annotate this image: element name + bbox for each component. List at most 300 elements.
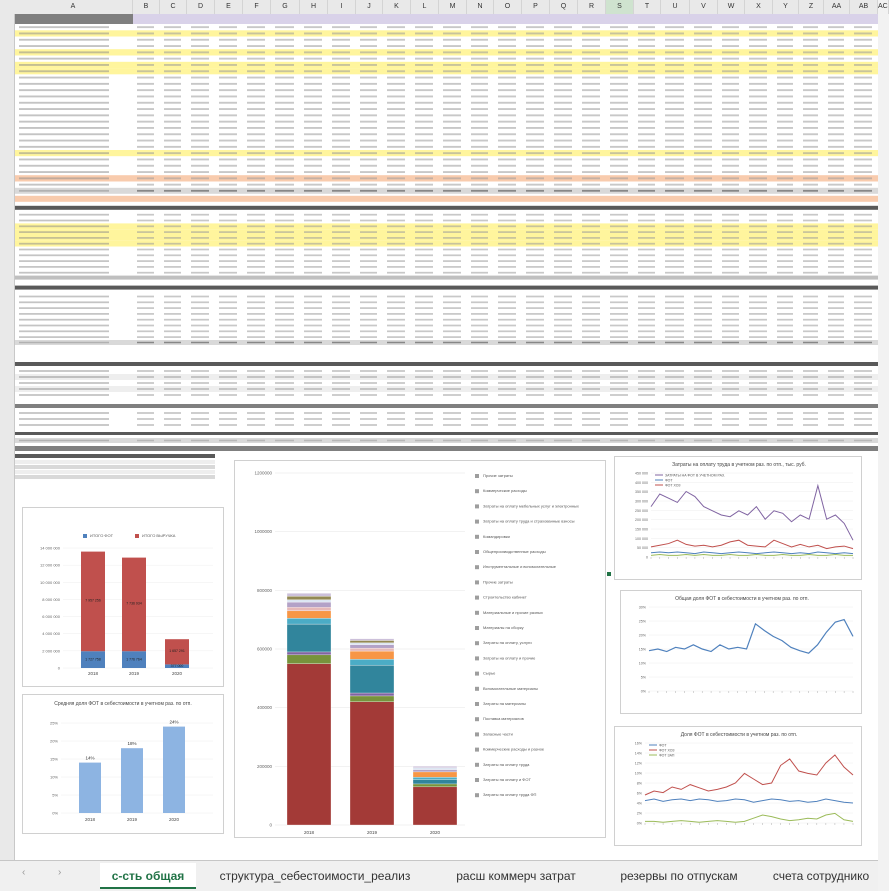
stack-segment: [287, 600, 331, 602]
column-header-T[interactable]: T: [634, 0, 661, 14]
cell-value: [803, 225, 818, 227]
cell-value: [332, 133, 350, 135]
cell-value: [694, 254, 712, 256]
cell-value: [803, 127, 818, 129]
cell-value: [219, 165, 237, 167]
tab-cost-general[interactable]: с-сть общая: [100, 863, 196, 889]
cell-value: [554, 45, 572, 47]
cell-value: [415, 231, 433, 233]
cell-value: [247, 325, 265, 327]
cell-value: [610, 165, 628, 167]
cell-value: [582, 418, 600, 420]
cell-value: [164, 51, 181, 53]
cell-value: [722, 140, 739, 142]
cell-value: [247, 108, 265, 110]
cell-value: [247, 58, 265, 60]
cell-value: [638, 177, 655, 179]
cell-value: [749, 45, 767, 47]
cell-value: [191, 45, 209, 47]
cell-value: [304, 254, 322, 256]
cell-value: [498, 266, 516, 268]
cell-value: [443, 394, 461, 396]
cell-value: [854, 58, 872, 60]
cell-value: [498, 108, 516, 110]
cell-value: [415, 184, 433, 186]
cell-value: [777, 26, 793, 28]
cell-value: [137, 313, 154, 315]
y-tick-label: 14%: [634, 751, 642, 756]
cell-value: [332, 51, 350, 53]
column-header-A[interactable]: A: [14, 0, 133, 14]
cell-value: [443, 225, 461, 227]
cell-value: [219, 64, 237, 66]
cell-value: [415, 424, 433, 426]
cell-value: [665, 254, 684, 256]
cell-value: [777, 296, 793, 298]
cell-value: [275, 39, 294, 41]
cell-value: [304, 370, 322, 372]
column-header-B[interactable]: B: [133, 0, 160, 14]
cell-value: [610, 96, 628, 98]
legend-swatch: [475, 596, 479, 600]
cell-value: [803, 51, 818, 53]
cell-value: [803, 64, 818, 66]
y-tick-label: 450 000: [635, 471, 648, 476]
cell-value: [443, 70, 461, 72]
cell-value: [247, 214, 265, 216]
chart-line-share[interactable]: [620, 590, 862, 714]
cell-value: [387, 330, 405, 332]
cell-value: [387, 171, 405, 173]
cell-value: [164, 39, 181, 41]
chart-title: Доля ФОТ в себестоимости в учетном раз. по отп.: [680, 732, 798, 738]
cell-value: [749, 388, 767, 390]
cell-value: [415, 260, 433, 262]
cell-value: [638, 146, 655, 148]
legend-label: ФОТ ХОЗ: [665, 483, 681, 488]
cell-value: [191, 418, 209, 420]
table-row: [15, 446, 878, 451]
tab-scroll-prev-button[interactable]: ‹: [22, 867, 26, 878]
cell-value: [749, 249, 767, 251]
cell-value: [443, 77, 461, 79]
cell-value: [415, 26, 433, 28]
row-label: [19, 237, 109, 239]
legend-swatch: [475, 535, 479, 539]
legend-label: Затраты на оплату труда: [483, 761, 530, 767]
column-header-S[interactable]: S: [606, 0, 634, 14]
cell-value: [828, 225, 844, 227]
cell-value: [777, 254, 793, 256]
row-label: [19, 26, 109, 28]
cell-value: [191, 51, 209, 53]
cell-value: [638, 165, 655, 167]
cell-value: [387, 266, 405, 268]
cell-value: [526, 45, 544, 47]
column-header-L[interactable]: L: [411, 0, 439, 14]
cell-value: [304, 260, 322, 262]
cell-value: [332, 313, 350, 315]
cell-value: [638, 330, 655, 332]
cell-value: [777, 127, 793, 129]
cell-value: [554, 260, 572, 262]
cell-value: [164, 254, 181, 256]
column-header-C[interactable]: C: [160, 0, 187, 14]
legend-label: Командировки: [483, 533, 510, 539]
cell-value: [749, 301, 767, 303]
cell-value: [638, 89, 655, 91]
column-header-W[interactable]: W: [718, 0, 745, 14]
column-header-X[interactable]: X: [745, 0, 773, 14]
legend-label: Общепроизводственные расходы: [483, 549, 546, 554]
x-tick-label: 2019: [128, 671, 140, 676]
tab-commercial-costs[interactable]: расш коммерч затрат: [456, 869, 576, 883]
cell-value: [164, 418, 181, 420]
cell-value: [665, 319, 684, 321]
cell-value: [304, 184, 322, 186]
cell-value: [582, 177, 600, 179]
cell-value: [498, 184, 516, 186]
cell-value: [332, 266, 350, 268]
cell-value: [360, 140, 377, 142]
cell-value: [803, 301, 818, 303]
data-label: 1 776 764: [126, 657, 142, 662]
cell-value: [191, 330, 209, 332]
cell-value: [332, 177, 350, 179]
cell-value: [828, 336, 844, 338]
cell-value: [360, 33, 377, 35]
stack-segment: [413, 777, 457, 779]
cell-value: [387, 77, 405, 79]
cell-value: [582, 45, 600, 47]
cell-value: [304, 424, 322, 426]
cell-value: [526, 133, 544, 135]
cell-value: [582, 214, 600, 216]
cell-value: [387, 64, 405, 66]
cell-value: [304, 342, 322, 344]
cell-value: [360, 77, 377, 79]
cell-value: [526, 418, 544, 420]
tab-scroll-next-button[interactable]: ›: [58, 867, 62, 878]
cell-value: [164, 424, 181, 426]
cell-value: [275, 214, 294, 216]
cell-value: [749, 96, 767, 98]
y-tick-label: 2%: [636, 811, 642, 816]
cell-value: [415, 254, 433, 256]
cell-value: [582, 127, 600, 129]
cell-value: [191, 376, 209, 378]
column-header-P[interactable]: P: [522, 0, 550, 14]
cell-value: [610, 418, 628, 420]
cell-value: [247, 96, 265, 98]
cell-value: [332, 330, 350, 332]
cell-value: [554, 330, 572, 332]
column-header-G[interactable]: G: [271, 0, 300, 14]
y-tick-label: 12 000 000: [39, 562, 60, 568]
cell-value: [471, 152, 488, 154]
cell-value: [471, 307, 488, 309]
cell-value: [526, 108, 544, 110]
cell-value: [694, 330, 712, 332]
cell-value: [694, 114, 712, 116]
cell-value: [803, 89, 818, 91]
cell-value: [854, 336, 872, 338]
series-line: [651, 540, 853, 548]
cell-value: [304, 313, 322, 315]
tab-cost-structure[interactable]: структура_себестоимости_реализ: [219, 869, 411, 883]
column-header-Q[interactable]: Q: [550, 0, 578, 14]
cell-value: [803, 313, 818, 315]
cell-value: [415, 214, 433, 216]
cell-value: [219, 231, 237, 233]
cell-value: [191, 159, 209, 161]
stack-segment: [287, 624, 331, 652]
legend-label: Затраты на материалы: [483, 701, 526, 706]
cell-value: [854, 254, 872, 256]
cell-value: [665, 214, 684, 216]
cell-value: [471, 424, 488, 426]
legend-label: ФОТ ХОЗ: [659, 748, 675, 753]
cell-value: [498, 152, 516, 154]
cell-value: [443, 220, 461, 222]
cell-value: [803, 152, 818, 154]
column-header-N[interactable]: N: [467, 0, 494, 14]
cell-value: [164, 260, 181, 262]
legend-swatch: [475, 687, 479, 691]
cell-value: [443, 249, 461, 251]
cell-value: [610, 152, 628, 154]
cell-value: [164, 33, 181, 35]
cell-value: [247, 412, 265, 414]
y-tick-label: 10%: [49, 774, 58, 780]
cell-value: [828, 152, 844, 154]
cell-value: [275, 376, 294, 378]
cell-value: [275, 121, 294, 123]
column-header-Z[interactable]: Z: [799, 0, 824, 14]
cell-value: [191, 171, 209, 173]
column-header-M[interactable]: M: [439, 0, 467, 14]
cell-value: [387, 127, 405, 129]
stack-segment: [350, 640, 394, 642]
cell-value: [638, 231, 655, 233]
cell-value: [854, 394, 872, 396]
cell-value: [582, 140, 600, 142]
series-line: [651, 554, 853, 555]
cell-value: [854, 77, 872, 79]
cell-value: [137, 307, 154, 309]
cell-value: [854, 313, 872, 315]
cell-value: [610, 424, 628, 426]
cell-value: [304, 440, 322, 442]
y-tick-label: 0: [57, 665, 60, 671]
cell-value: [526, 231, 544, 233]
data-table[interactable]: [15, 14, 878, 454]
cell-value: [722, 165, 739, 167]
chart-share-fot[interactable]: [22, 694, 224, 834]
chart-line-costs[interactable]: [614, 456, 862, 580]
cell-value: [526, 83, 544, 85]
cell-value: [554, 296, 572, 298]
cell-value: [526, 184, 544, 186]
cell-value: [387, 70, 405, 72]
cell-value: [304, 159, 322, 161]
cell-value: [694, 26, 712, 28]
cell-value: [554, 114, 572, 116]
column-header-R[interactable]: R: [578, 0, 606, 14]
cell-value: [749, 325, 767, 327]
cell-value: [191, 33, 209, 35]
cell-value: [749, 77, 767, 79]
cell-value: [247, 319, 265, 321]
cell-value: [219, 370, 237, 372]
cell-value: [304, 412, 322, 414]
cell-value: [164, 152, 181, 154]
column-header-O[interactable]: O: [494, 0, 522, 14]
cell-value: [164, 440, 181, 442]
cell-value: [554, 83, 572, 85]
cell-value: [332, 336, 350, 338]
cell-value: [219, 388, 237, 390]
cell-value: [247, 249, 265, 251]
cell-value: [443, 382, 461, 384]
cell-value: [554, 382, 572, 384]
cell-value: [498, 418, 516, 420]
cell-value: [694, 190, 712, 192]
cell-value: [582, 89, 600, 91]
section-header: [15, 404, 878, 408]
cell-value: [777, 77, 793, 79]
cell-value: [164, 243, 181, 245]
column-header-H[interactable]: H: [300, 0, 328, 14]
cell-value: [275, 440, 294, 442]
column-header-U[interactable]: U: [661, 0, 690, 14]
cell-value: [387, 152, 405, 154]
cell-value: [137, 108, 154, 110]
cell-value: [275, 370, 294, 372]
cell-value: [498, 45, 516, 47]
cell-value: [828, 96, 844, 98]
cell-value: [854, 382, 872, 384]
cell-value: [722, 96, 739, 98]
stack-segment: [350, 648, 394, 651]
cell-value: [137, 370, 154, 372]
cell-value: [304, 133, 322, 135]
cell-value: [137, 394, 154, 396]
cell-value: [610, 370, 628, 372]
column-header-J[interactable]: J: [356, 0, 383, 14]
column-header-I[interactable]: I: [328, 0, 356, 14]
cell-value: [582, 254, 600, 256]
cell-value: [415, 342, 433, 344]
y-tick-label: 15%: [638, 647, 646, 652]
cell-value: [415, 133, 433, 135]
cell-value: [219, 33, 237, 35]
cell-value: [275, 96, 294, 98]
cell-value: [828, 418, 844, 420]
legend-label: Материальные и прочие разных: [483, 609, 543, 615]
cell-value: [854, 272, 872, 274]
cell-value: [610, 376, 628, 378]
cell-value: [415, 89, 433, 91]
tab-employee-accounts[interactable]: счета сотруднико: [772, 869, 870, 883]
chart-cost-structure[interactable]: [234, 460, 606, 838]
cell-value: [443, 127, 461, 129]
cell-value: [275, 140, 294, 142]
cell-value: [777, 394, 793, 396]
cell-value: [137, 260, 154, 262]
cell-value: [247, 26, 265, 28]
cell-value: [304, 45, 322, 47]
cell-value: [360, 266, 377, 268]
cell-value: [275, 330, 294, 332]
cell-value: [526, 266, 544, 268]
cell-value: [191, 266, 209, 268]
cell-value: [219, 51, 237, 53]
cell-value: [749, 165, 767, 167]
cell-value: [722, 424, 739, 426]
cell-value: [582, 272, 600, 274]
column-header-AB[interactable]: AB: [850, 0, 878, 14]
cell-value: [164, 64, 181, 66]
legend-label: Затраты на оплату и прочие: [483, 655, 536, 661]
cell-value: [219, 70, 237, 72]
cell-value: [247, 266, 265, 268]
cell-value: [443, 424, 461, 426]
cell-value: [749, 140, 767, 142]
tab-vacation-reserves[interactable]: резервы по отпускам: [620, 869, 738, 883]
chart-line-multi[interactable]: [614, 726, 862, 846]
cell-value: [247, 190, 265, 192]
cell-value: [471, 440, 488, 442]
cell-value: [415, 45, 433, 47]
chart-fot-vyruchka[interactable]: [22, 507, 224, 687]
row-number[interactable]: [0, 854, 14, 860]
cell-value: [387, 307, 405, 309]
cell-value: [582, 266, 600, 268]
column-header-F[interactable]: F: [243, 0, 271, 14]
cell-value: [554, 64, 572, 66]
cell-value: [722, 412, 739, 414]
cell-value: [443, 121, 461, 123]
cell-value: [415, 382, 433, 384]
column-header-AC[interactable]: AC: [878, 0, 889, 14]
cell-value: [749, 319, 767, 321]
column-header-Y[interactable]: Y: [773, 0, 799, 14]
legend-swatch: [475, 474, 479, 478]
row-label: [19, 190, 109, 192]
cell-value: [387, 418, 405, 420]
y-tick-label: 5%: [52, 792, 58, 798]
column-header-E[interactable]: E: [215, 0, 243, 14]
cell-value: [387, 296, 405, 298]
sheet-tab-bar: [0, 860, 878, 891]
cell-value: [828, 190, 844, 192]
column-header-V[interactable]: V: [690, 0, 718, 14]
column-header-D[interactable]: D: [187, 0, 215, 14]
cell-value: [164, 102, 181, 104]
cell-value: [722, 39, 739, 41]
cell-value: [360, 376, 377, 378]
column-header-AA[interactable]: AA: [824, 0, 850, 14]
cell-value: [164, 146, 181, 148]
cell-value: [247, 243, 265, 245]
cell-value: [304, 243, 322, 245]
cell-value: [275, 313, 294, 315]
cell-value: [749, 424, 767, 426]
cell-value: [749, 89, 767, 91]
column-header-K[interactable]: K: [383, 0, 411, 14]
x-tick-label: 2020: [171, 671, 183, 676]
